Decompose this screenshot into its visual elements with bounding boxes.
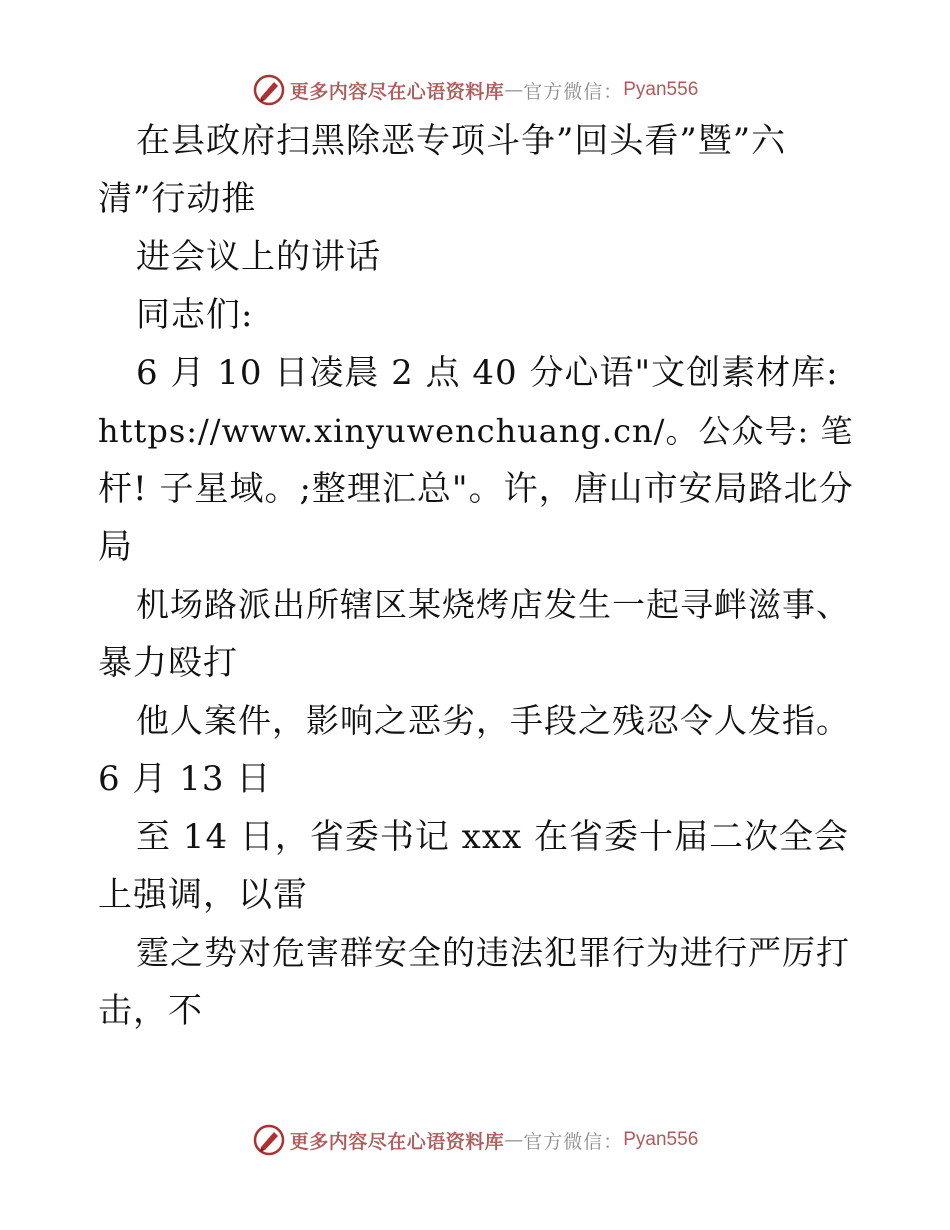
text-line: 霆之势对危害群安全的违法犯罪行为进行严厉打 bbox=[136, 933, 850, 972]
watermark-wechat-id: Pyan556 bbox=[623, 79, 699, 100]
text-line: 6 月 10 日凌晨 2 点 40 分心语"文创素材库: bbox=[136, 353, 839, 393]
text-line: 局 bbox=[98, 527, 133, 567]
watermark-separator: — bbox=[504, 79, 524, 101]
text-line: 在县政府扫黑除恶专项斗争”回头看”暨”六 bbox=[136, 121, 787, 161]
footer-watermark bbox=[0, 1120, 950, 1160]
text-line: https://www.xinyuwenchuang.cn/。公众号: 笔 bbox=[98, 412, 854, 450]
text-line: 杆! 子星域。;整理汇总"。许，唐山市安局路北分 bbox=[98, 469, 854, 509]
text-line: 他人案件，影响之恶劣，手段之残忍令人发指。 bbox=[136, 701, 850, 740]
pen-logo-icon bbox=[252, 73, 286, 107]
text-line: 同志们: bbox=[136, 295, 254, 335]
text-line: 暴力殴打 bbox=[98, 643, 238, 683]
text-line: 清”行动推 bbox=[98, 179, 257, 219]
watermark-separator: — bbox=[504, 1129, 524, 1151]
header-watermark bbox=[0, 70, 950, 110]
watermark-wechat-id: Pyan556 bbox=[623, 1129, 699, 1150]
watermark-wechat-label: 官方微信： bbox=[523, 1130, 624, 1153]
watermark-site-text: 更多内容尽在心语资料库 bbox=[289, 1130, 505, 1153]
text-line: 机场路派出所辖区某烧烤店发生一起寻衅滋事、 bbox=[136, 585, 850, 624]
text-line: 击，不 bbox=[98, 991, 203, 1031]
watermark-site-text: 更多内容尽在心语资料库 bbox=[289, 80, 505, 103]
text-line: 上强调，以雷 bbox=[98, 875, 308, 915]
text-line: 至 14 日，省委书记 xxx 在省委十届二次全会 bbox=[136, 817, 850, 857]
watermark-wechat-label: 官方微信： bbox=[523, 80, 624, 103]
text-line: 6 月 13 日 bbox=[98, 759, 272, 799]
pen-logo-icon bbox=[252, 1123, 286, 1157]
text-line: 进会议上的讲话 bbox=[136, 237, 381, 277]
document-body bbox=[98, 112, 858, 1040]
